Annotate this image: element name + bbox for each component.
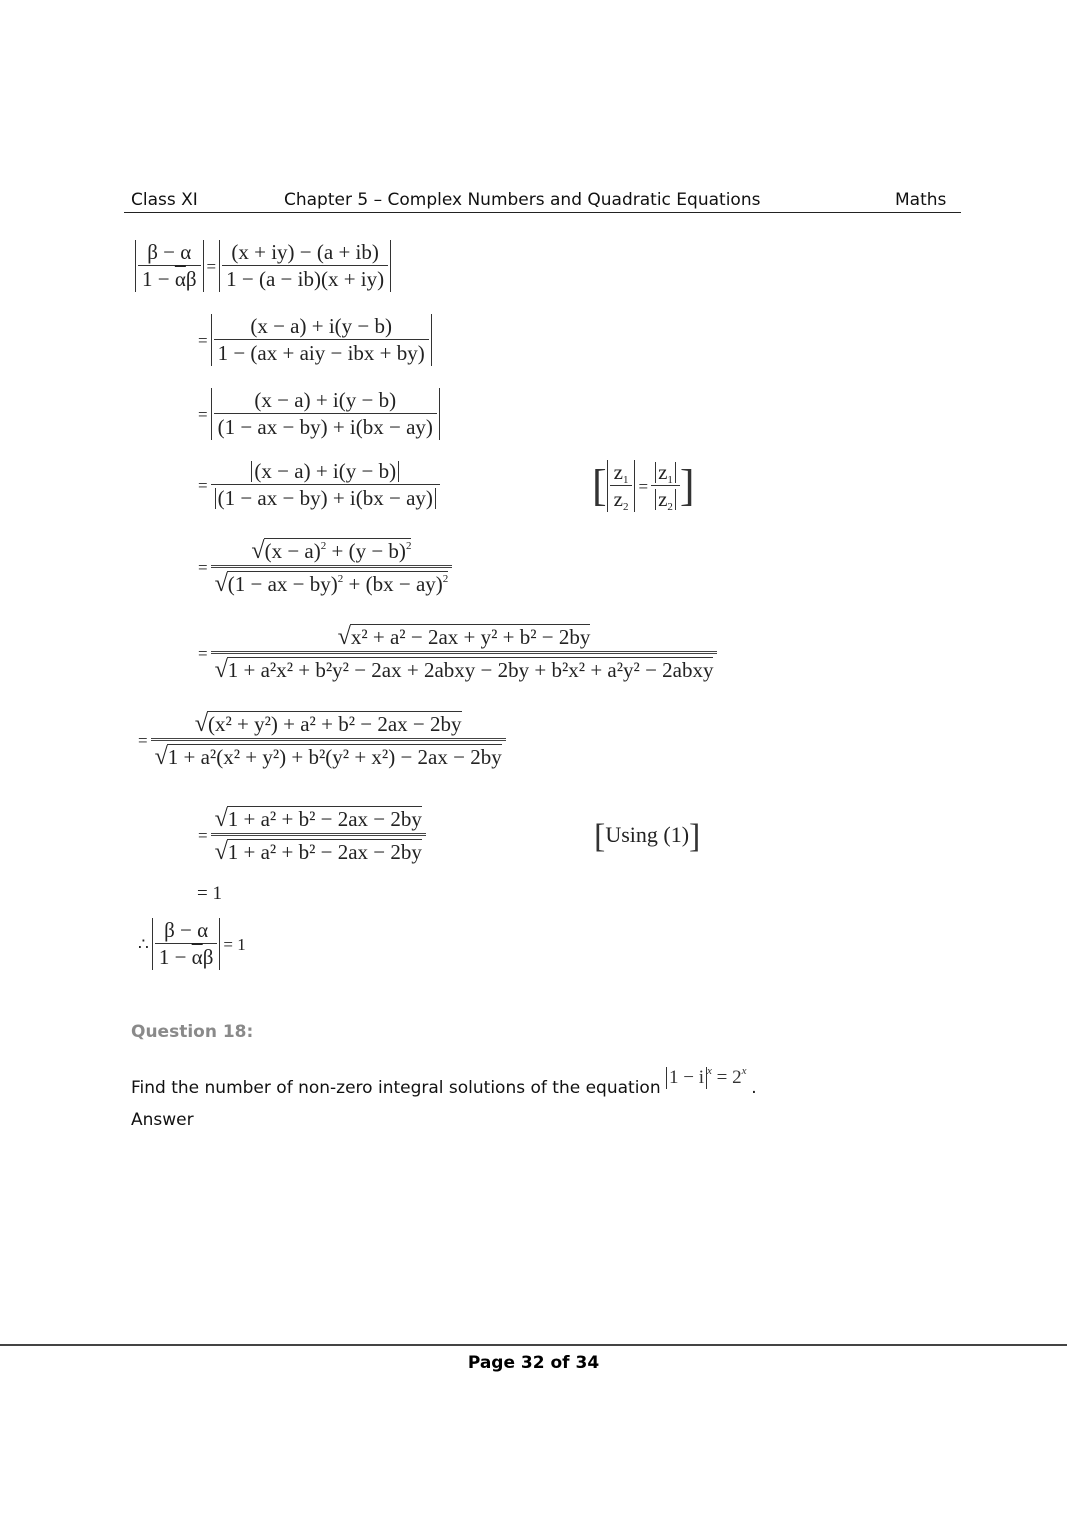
equation-conclusion: ∴ $\frac{\beta - \alpha}{1 - \overline{\alpha}\beta}$ = 1 [138, 918, 246, 969]
equation-step-6: = $\frac{\text{√x² + a² − 2ax + y² + b² − 2by}}{\text{√1 + a²x² + b²y² − 2ax + 2abxy − 2by + b²x² + a²y² − 2abxy}}$ [195, 624, 717, 682]
chapter-title: Chapter 5 – Complex Numbers and Quadratic Equations [284, 190, 761, 210]
question-text: Find the number of non-zero integral solutions of the equation 1 − i $^x = 2^x$ . [131, 1065, 757, 1098]
answer-label: Answer [131, 1110, 194, 1130]
equation-step-4: = $\frac{(x - a) + i(y - b)}{(1 - ax - by) + i(bx - ay)}$ [195, 461, 440, 509]
subject-label: Maths [895, 190, 947, 210]
class-label: Class XI [131, 190, 198, 210]
header-divider [124, 212, 961, 213]
question-equation: 1 − i $^x = 2^x$ [666, 1067, 751, 1088]
equation-step-3: = $\frac{(x - a) + i(y - b)}{(1 - ax - by) + i(bx - ay)}$ [195, 388, 440, 440]
equation-lhs: $\frac{\beta - \alpha}{1 - \overline{\alpha}\beta}$ = $\frac{(x + iy) - (a + ib)}{1 - (a - ib)(x + iy)}$ [135, 240, 391, 292]
equation-step-9: = 1 [197, 883, 222, 904]
footer-divider [0, 1344, 1067, 1346]
modulus-property-note: [ $\frac{z_1}{z_2}$ = $\frac{z_1}{z_2}$ ] [592, 460, 695, 513]
equation-step-7: = $\frac{\text{√(x² + y²) + a² + b² − 2ax − 2by}}{\text{√1 + a²(x² + y²) + b²(y² + x²) − 2ax − 2by}}$ [135, 711, 506, 769]
equation-step-2: = $\frac{(x - a) + i(y - b)}{\text{1 − (ax + aiy − ibx + by)}}$ [195, 314, 432, 366]
equation-step-5: = $\frac{√(x - a)^2 + (y - b)^2}{√(1 - ax - by)^2 + (bx - ay)^2}$ [195, 538, 452, 596]
equation-step-8: = $\frac{\text{√1 + a² + b² − 2ax − 2by}}{\text{√1 + a² + b² − 2ax − 2by}}$ [195, 806, 426, 864]
using-note: [Using (1)] [594, 818, 701, 855]
page-number: Page 32 of 34 [467, 1353, 600, 1373]
question-title: Question 18: [131, 1022, 254, 1042]
